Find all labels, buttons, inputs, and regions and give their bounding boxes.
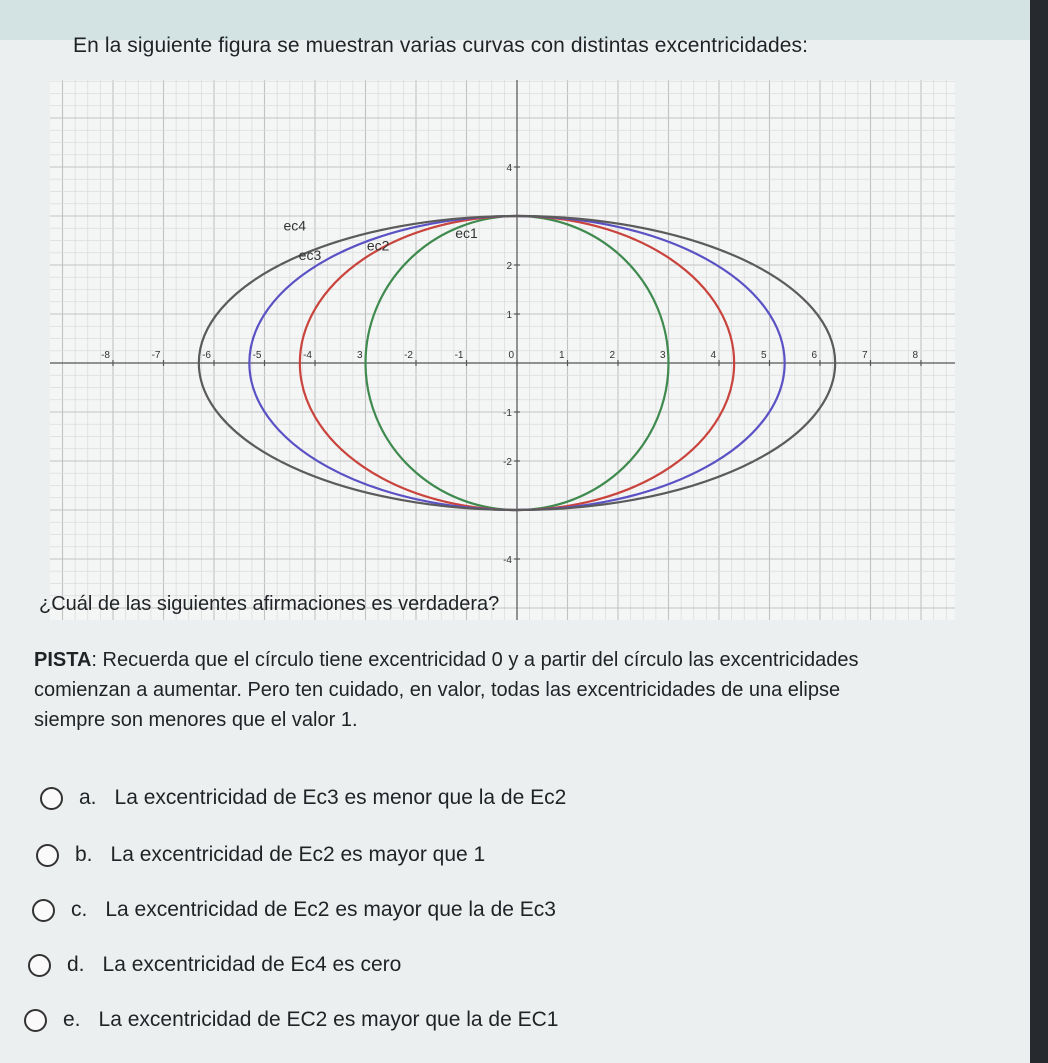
x-tick-label: 6 — [811, 350, 817, 361]
option-e-text: La excentricidad de EC2 es mayor que la de EC1 — [98, 1008, 559, 1031]
x-tick-label: -6 — [202, 350, 211, 361]
x-tick-label: 1 — [558, 350, 565, 361]
curve-label-ec1: ec1 — [455, 225, 478, 242]
curve-label-ec3: ec3 — [298, 247, 322, 264]
y-tick-label: 4 — [506, 163, 512, 174]
x-tick-label: 0 — [508, 350, 514, 361]
radio-e[interactable] — [24, 1009, 47, 1032]
eccentricity-figure — [50, 80, 955, 620]
ellipse-chart — [50, 80, 955, 620]
hint-label: PISTA — [34, 649, 92, 671]
x-tick-label: 8 — [912, 350, 918, 361]
option-c[interactable] — [32, 898, 556, 922]
hint-text: : Recuerda que el círculo tiene excentricidad 0 y a partir del círculo las excentricidades comienzan a aumentar. Pero ten cuidado, en valor, todas las excentricidades de una elipse siempre son menores que el valor 1. — [34, 649, 859, 731]
y-tick-label: -4 — [503, 555, 512, 566]
grid — [50, 80, 955, 620]
option-b-letter: b. — [75, 843, 93, 866]
x-tick-label: -7 — [151, 350, 161, 361]
option-b[interactable] — [36, 843, 485, 867]
x-tick-label: 3 — [659, 350, 666, 361]
option-d-letter: d. — [67, 953, 85, 976]
x-tick-label: 5 — [760, 350, 767, 361]
y-tick-label: -2 — [503, 457, 512, 468]
question-title: En la siguiente figura se muestran varias curvas con distintas excentricidades: — [73, 34, 809, 57]
curve-label-ec4: ec4 — [283, 217, 307, 234]
curve-label-ec2: ec2 — [366, 237, 390, 254]
x-tick-label: -8 — [101, 350, 110, 361]
radio-a[interactable] — [40, 787, 63, 810]
option-e-letter: e. — [63, 1008, 81, 1031]
x-tick-label: 4 — [710, 350, 716, 361]
screen-bezel — [1030, 0, 1048, 1063]
tick-labels — [101, 163, 918, 566]
radio-b[interactable] — [36, 844, 59, 867]
hint-paragraph — [34, 645, 874, 735]
radio-d[interactable] — [28, 954, 51, 977]
option-e[interactable] — [24, 1008, 558, 1032]
y-tick-label: -1 — [503, 408, 512, 419]
option-a-letter: a. — [79, 786, 97, 809]
y-tick-label: 2 — [506, 261, 512, 272]
radio-c[interactable] — [32, 899, 55, 922]
question-prompt: ¿Cuál de las siguientes afirmaciones es verdadera? — [39, 593, 500, 615]
x-tick-label: 7 — [861, 350, 868, 361]
option-d[interactable] — [28, 953, 401, 977]
axes — [50, 80, 955, 620]
option-a[interactable] — [40, 786, 566, 810]
x-tick-label: 2 — [609, 350, 615, 361]
y-tick-label: 1 — [506, 310, 512, 321]
x-tick-label: -1 — [454, 350, 464, 361]
x-tick-label: 3 — [356, 350, 363, 361]
x-tick-label: -4 — [303, 350, 312, 361]
option-c-text: La excentricidad de Ec2 es mayor que la de Ec3 — [105, 898, 556, 921]
x-tick-label: -5 — [252, 350, 262, 361]
option-c-letter: c. — [71, 898, 88, 921]
option-b-text: La excentricidad de Ec2 es mayor que 1 — [110, 843, 486, 866]
x-tick-label: -2 — [404, 350, 413, 361]
option-d-text: La excentricidad de Ec4 es cero — [102, 953, 402, 976]
option-a-text: La excentricidad de Ec3 es menor que la de Ec2 — [114, 786, 567, 809]
